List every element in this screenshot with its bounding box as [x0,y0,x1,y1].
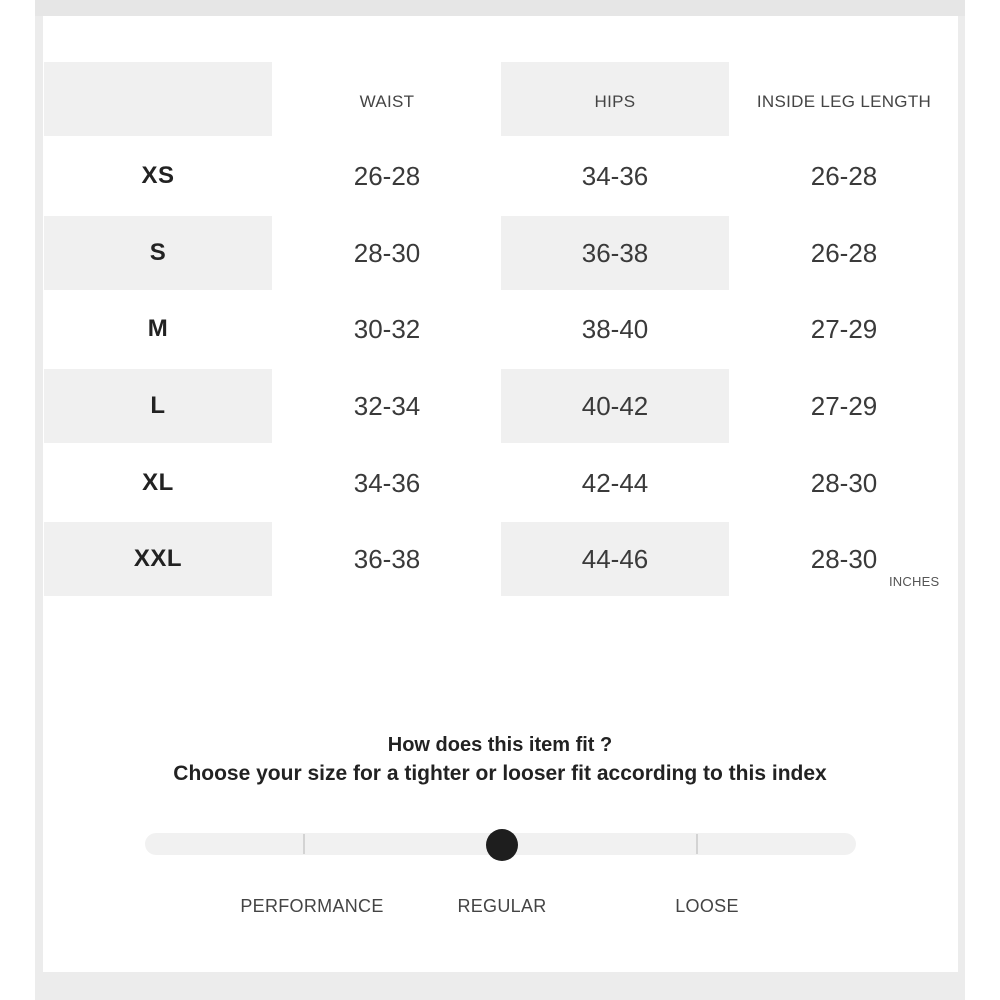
leg-value: 28-30 [810,467,878,498]
waist-value: 34-36 [353,467,421,498]
header-waist: WAIST [359,92,415,111]
leg-value: 28-30 [810,543,878,574]
hips-value: 36-38 [501,216,729,290]
size-label: L [44,369,272,443]
leg-value: 26-28 [810,237,878,268]
fit-option-regular[interactable]: REGULAR [457,896,547,916]
hips-value: 42-44 [581,467,649,498]
fit-slider-tick [303,834,305,854]
leg-value: 26-28 [810,160,878,191]
size-label: XL [142,469,174,496]
waist-value: 28-30 [353,237,421,268]
leg-value: 27-29 [810,313,878,344]
leg-value: 27-29 [810,390,878,421]
size-label: S [44,216,272,290]
fit-instruction: Choose your size for a tighter or looser fit according to this index [173,762,827,785]
waist-value: 32-34 [353,390,421,421]
header-hips: HIPS [501,62,729,136]
waist-value: 36-38 [353,543,421,574]
waist-value: 26-28 [353,160,421,191]
units-label: INCHES [889,574,940,589]
fit-option-loose[interactable]: LOOSE [675,896,739,916]
header-inside-leg-length: INSIDE LEG LENGTH [756,92,932,111]
fit-question: How does this item fit ? [387,734,613,756]
fit-slider-handle[interactable] [486,829,518,861]
hips-value: 40-42 [501,369,729,443]
size-label: M [147,315,169,342]
fit-option-performance[interactable]: PERFORMANCE [240,896,384,916]
size-label: XS [141,162,175,189]
top-bar [35,0,965,16]
fit-slider-tick [696,834,698,854]
hips-value: 44-46 [501,522,729,596]
header-corner-cell [44,62,272,136]
size-label: XXL [44,522,272,596]
hips-value: 34-36 [581,160,649,191]
waist-value: 30-32 [353,313,421,344]
hips-value: 38-40 [581,313,649,344]
